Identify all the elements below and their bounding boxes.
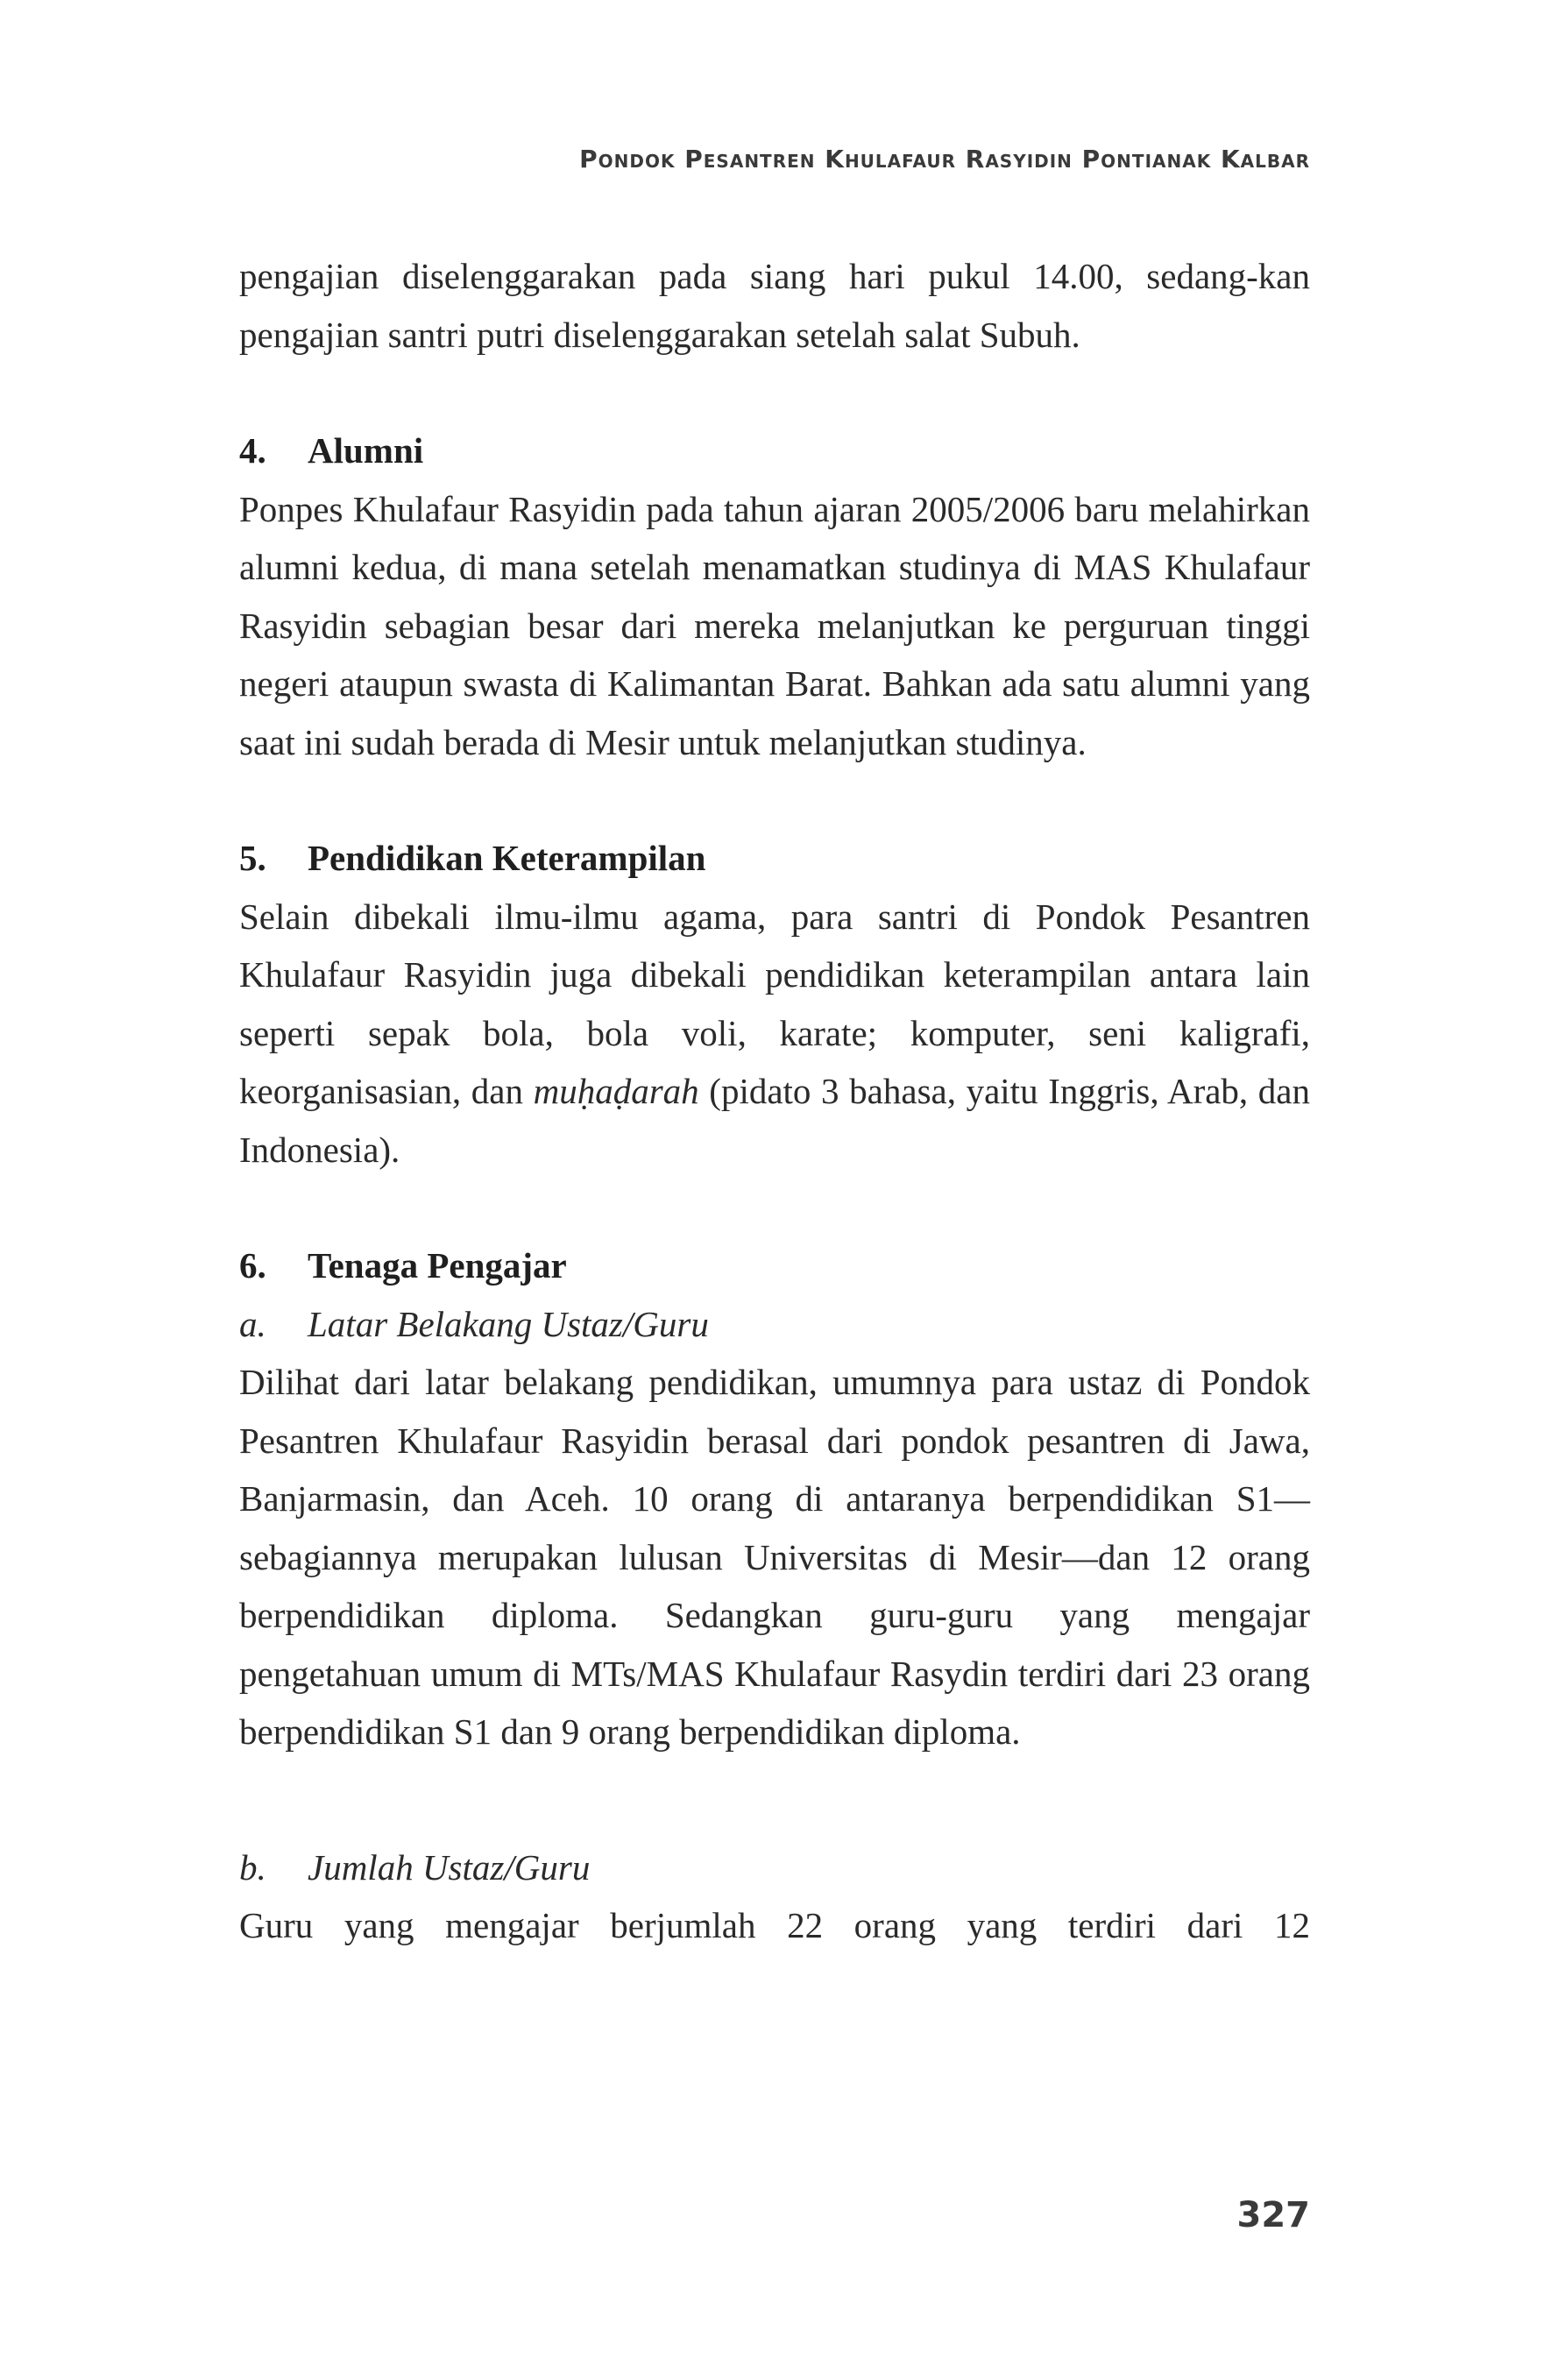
italic-term: muḥaḍarah (533, 1071, 699, 1111)
running-head: Pondok Pesantren Khulafaur Rasyidin Pontianak Kalbar (579, 145, 1310, 174)
subheading-title: Latar Belakang Ustaz/Guru (308, 1303, 709, 1344)
section-title: Tenaga Pengajar (308, 1245, 567, 1286)
subheading-jumlah (239, 1838, 1310, 1897)
latar-belakang-paragraph: Dilihat dari latar belakang pendidikan, umumnya para ustaz di Pondok Pesantren Khulafaur Rasyidin berasal dari pondok pesantren di Jawa, Banjarmasin, dan Aceh. 10 orang di antaranya berpendidikan S1—sebagiannya merupakan lulusan Universitas di Mesir—dan 12 orang berpendidikan diploma. Sedangkan guru-guru yang mengajar pengetahuan umum di MTs/MAS Khulafaur Rasydin terdiri dari 23 orang berpendidikan S1 dan 9 orang berpendidikan diploma. (239, 1362, 1310, 1752)
paragraph-text: Selain dibekali ilmu-ilmu agama, para santri di Pondok Pesantren Khulafaur Rasyidin juga dibekali pendidikan keterampilan antara lain seperti sepak bola, bola voli, karate; komputer, seni kaligrafi, keorganisasian, dan (239, 896, 1310, 1111)
section-number: 4. (239, 430, 266, 471)
section-number: 6. (239, 1245, 266, 1286)
subheading-title: Jumlah Ustaz/Guru (308, 1846, 591, 1888)
section-number: 5. (239, 838, 266, 878)
subheading-letter: b. (239, 1846, 266, 1888)
subheading-latar-belakang (239, 1295, 1310, 1354)
intro-paragraph: pengajian diselenggarakan pada siang hari pukul 14.00, sedang-kan pengajian santri putri diselenggarakan setelah salat Subuh. (239, 256, 1310, 355)
alumni-paragraph: Ponpes Khulafaur Rasyidin pada tahun ajaran 2005/2006 baru melahirkan alumni kedua, di mana setelah menamatkan studinya di MAS Khulafaur Rasyidin sebagian besar dari mereka melanjutkan ke perguruan tinggi negeri ataupun swasta di Kalimantan Barat. Bahkan ada satu alumni yang saat ini sudah berada di Mesir untuk melanjutkan studinya. (239, 488, 1310, 762)
book-page (239, 0, 1310, 2380)
paragraph-text: (pidato 3 bahasa, yaitu Inggris, Arab, dan Indonesia). (239, 1071, 1310, 1170)
jumlah-paragraph: Guru yang mengajar berjumlah 22 orang yang terdiri dari 12 (239, 1905, 1310, 1945)
body-text (239, 247, 1310, 1955)
section-heading-pendidikan-keterampilan (239, 829, 1310, 888)
section-title: Alumni (308, 430, 424, 471)
keterampilan-paragraph (239, 888, 1310, 1179)
section-heading-tenaga-pengajar (239, 1236, 1310, 1295)
page-number: 327 (1236, 2195, 1310, 2235)
subheading-letter: a. (239, 1303, 266, 1344)
section-title: Pendidikan Keterampilan (308, 838, 706, 878)
section-heading-alumni (239, 421, 1310, 480)
